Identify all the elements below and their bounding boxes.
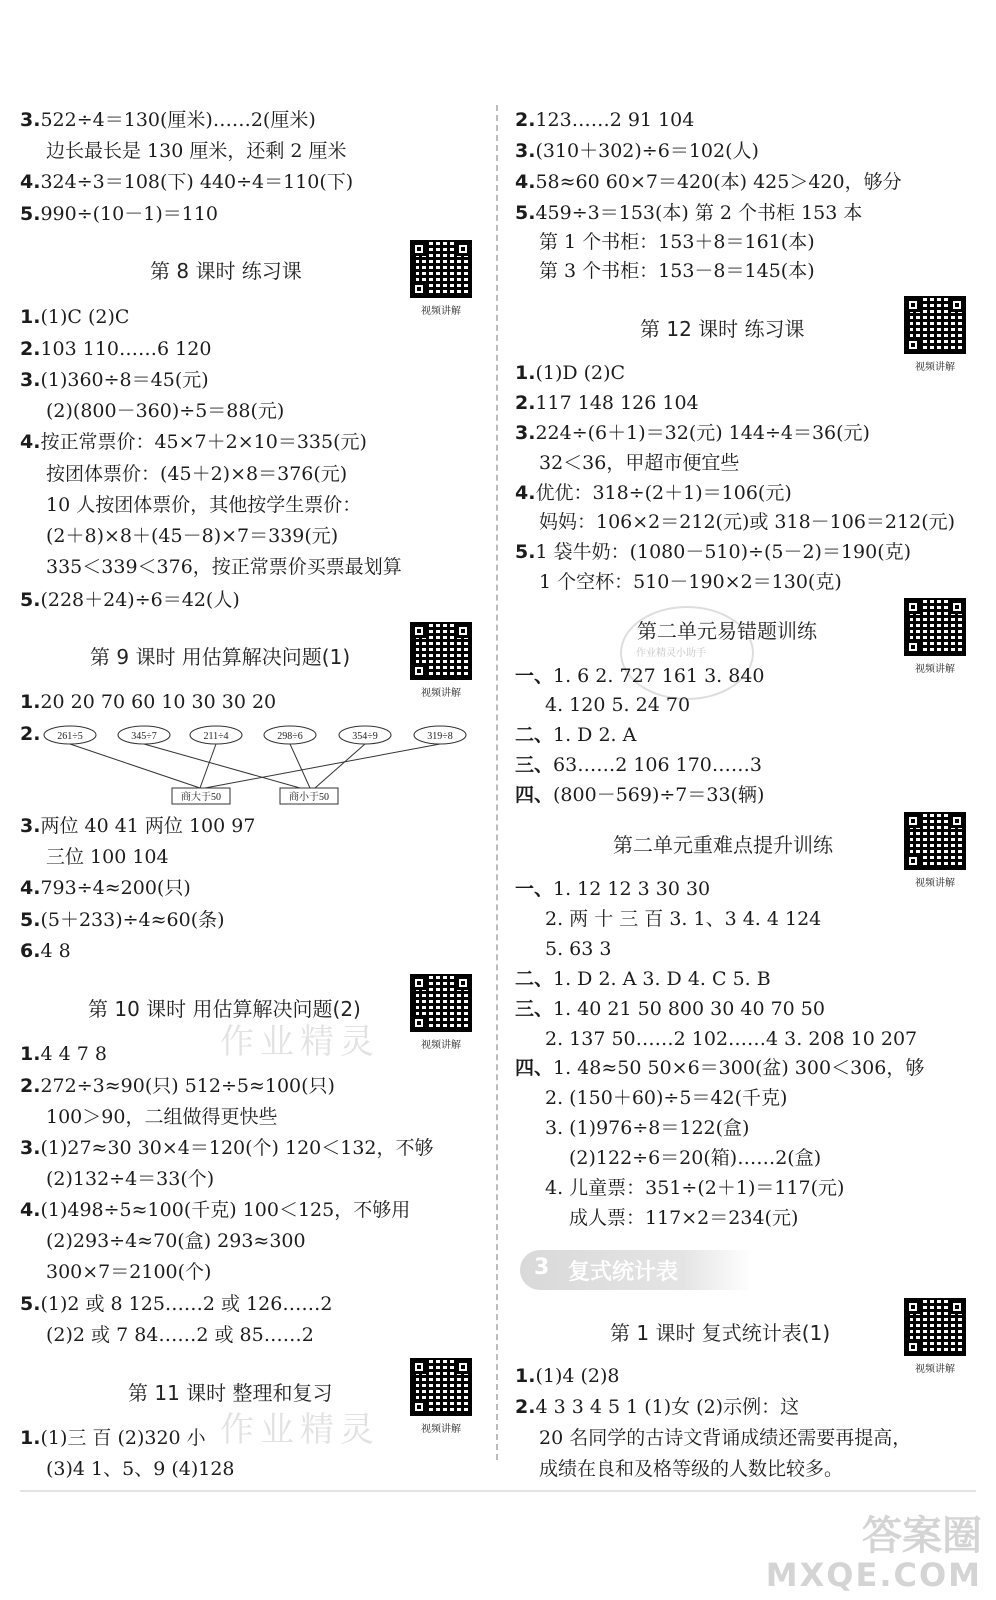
qr-code-icon [904, 598, 966, 656]
answer-line: 成绩在良和及格等级的人数比较多。 [539, 1458, 844, 1480]
answer-line: 一、1. 6 2. 727 161 3. 840 [515, 665, 765, 687]
answer-line: 1 个空杯：510－190×2＝130(克) [539, 571, 842, 593]
answer-line: 1.4 4 7 8 [20, 1043, 107, 1065]
box-label: 商小于50 [289, 792, 329, 803]
answer-line: 一、1. 12 12 3 30 30 [515, 878, 711, 900]
answer-line: 5.(1)2 或 8 125……2 或 126……2 [20, 1293, 333, 1315]
answer-line: (3)4 1、5、9 (4)128 [46, 1458, 235, 1480]
video-qr-code[interactable]: 视频讲解 [406, 240, 476, 320]
answer-line: 成人票：117×2＝234(元) [569, 1207, 799, 1229]
answer-line: (2)132÷4＝33(个) [46, 1168, 215, 1190]
answer-line: 4.(1)498÷5≈100(千克) 100＜125，不够用 [20, 1199, 411, 1221]
answer-line: 335＜339＜376，按正常票价买票最划算 [46, 556, 402, 578]
qr-code-icon [410, 622, 472, 680]
error-training-heading: 第二单元易错题训练 [637, 619, 817, 643]
answer-line: 妈妈：106×2＝212(元)或 318－106＝212(元) [539, 511, 956, 533]
qr-code-icon [904, 296, 966, 354]
qr-code-icon [410, 1358, 472, 1416]
answer-line: 第 1 个书柜：153＋8＝161(本) [539, 231, 815, 253]
answer-line: 三位 100 104 [46, 846, 169, 868]
answer-line: 2.117 148 126 104 [515, 392, 699, 414]
video-qr-code[interactable]: 视频讲解 [406, 1358, 476, 1438]
answer-line: 3.(310＋302)÷6＝102(人) [515, 140, 759, 162]
answer-line: 4.优优：318÷(2＋1)＝106(元) [515, 482, 792, 504]
answer-line: (2)2 或 7 84……2 或 85……2 [46, 1324, 314, 1346]
lesson-1-heading: 第 1 课时 复式统计表(1) [610, 1321, 831, 1345]
answer-line: 1.(1)D (2)C [515, 362, 626, 384]
watermark-text: 作业精灵 [220, 1022, 380, 1062]
answer-line: 2. [20, 723, 41, 745]
answer-line: 3.(1)360÷8＝45(元) [20, 369, 209, 391]
answer-line: 4. 120 5. 24 70 [545, 694, 691, 716]
answer-line: 20 名同学的古诗文背诵成绩还需要再提高， [539, 1427, 912, 1449]
key-points-heading: 第二单元重难点提升训练 [613, 833, 833, 857]
answer-line: 10 人按团体票价，其他按学生票价： [46, 494, 362, 516]
lesson-12-heading: 第 12 课时 练习课 [640, 317, 805, 341]
answer-line: 6.4 8 [20, 940, 71, 962]
answer-line: 5.(228＋24)÷6＝42(人) [20, 589, 240, 611]
answer-line: 1.(1)C (2)C [20, 306, 130, 328]
answer-line: 5.990÷(10－1)＝110 [20, 203, 218, 225]
answer-line: 边长最长是 130 厘米，还剩 2 厘米 [46, 140, 347, 162]
answer-line: 1.(1)4 (2)8 [515, 1365, 620, 1387]
answer-line: (2)(800－360)÷5＝88(元) [46, 400, 285, 422]
matching-lines [70, 744, 440, 788]
oval-label: 345÷7 [131, 731, 157, 742]
answer-line: 第 3 个书柜：153－8＝145(本) [539, 260, 815, 282]
watermark-url: MXQE.COM [765, 1556, 982, 1594]
answer-line: 4.793÷4≈200(只) [20, 877, 191, 899]
answer-line: 32＜36，甲超市便宜些 [539, 452, 740, 474]
answer-line: 2.103 110……6 120 [20, 338, 212, 360]
answer-line: 2. 137 50……2 102……4 3. 208 10 207 [545, 1028, 918, 1050]
answer-line: 1.20 20 70 60 10 30 30 20 [20, 691, 277, 713]
answer-line: 4.324÷3＝108(下) 440÷4＝110(下) [20, 171, 354, 193]
oval-label: 319÷8 [427, 731, 453, 742]
answer-line: 二、1. D 2. A [515, 724, 637, 746]
oval-label: 261÷5 [57, 731, 83, 742]
video-qr-code[interactable]: 视频讲解 [900, 812, 970, 892]
answer-line: 四、(800－569)÷7＝33(辆) [515, 784, 765, 806]
video-qr-code[interactable]: 视频讲解 [406, 622, 476, 702]
answer-line: 2.123……2 91 104 [515, 109, 695, 131]
answer-line: 三、1. 40 21 50 800 30 40 70 50 [515, 998, 825, 1020]
watermark-text: 作业精灵 [220, 1410, 380, 1450]
answer-line: 1.(1)三 百 (2)320 小 [20, 1427, 206, 1449]
answer-line: 2.272÷3≈90(只) 512÷5≈100(只) [20, 1075, 335, 1097]
answer-line: 四、1. 48≈50 50×6＝300(盆) 300＜306，够 [515, 1057, 925, 1079]
answer-line: 5.1 袋牛奶：(1080－510)÷(5－2)＝190(克) [515, 541, 912, 563]
answer-line: 5.(5＋233)÷4≈60(条) [20, 909, 225, 931]
answer-line: 300×7＝2100(个) [46, 1261, 212, 1283]
oval-label: 211÷4 [203, 731, 229, 742]
lesson-11-heading: 第 11 课时 整理和复习 [128, 1381, 333, 1405]
answer-line: 2. (150＋60)÷5＝42(千克) [545, 1087, 788, 1109]
matching-diagram [40, 720, 480, 810]
video-qr-code[interactable]: 视频讲解 [406, 974, 476, 1054]
video-qr-code[interactable]: 视频讲解 [900, 598, 970, 678]
unit-3-banner [520, 1250, 752, 1290]
answer-line: 2. 两 十 三 百 3. 1、3 4. 4 124 [545, 908, 822, 930]
answer-line: 3.(1)27≈30 30×4＝120(个) 120＜132，不够 [20, 1137, 434, 1159]
answer-line: (2)122÷6＝20(箱)……2(盒) [569, 1147, 822, 1169]
answer-line: 3.224÷(6＋1)＝32(元) 144÷4＝36(元) [515, 422, 870, 444]
page-footer-rule [20, 1490, 976, 1492]
box-label: 商大于50 [181, 792, 221, 803]
column-divider [496, 105, 498, 1460]
answer-line: 5.459÷3＝153(本) 第 2 个书柜 153 本 [515, 202, 863, 224]
lesson-8-heading: 第 8 课时 练习课 [150, 259, 302, 283]
unit-number: 3 [534, 1255, 550, 1280]
watermark-logo-text: 答案圈 [862, 1513, 982, 1559]
qr-code-icon [904, 1298, 966, 1356]
answer-line: 三、63……2 106 170……3 [515, 754, 762, 776]
answer-line: 5. 63 3 [545, 938, 612, 960]
answer-line: 100＞90，二组做得更快些 [46, 1106, 278, 1128]
answer-line: 4.58≈60 60×7＝420(本) 425＞420，够分 [515, 171, 902, 193]
answer-line: 3.两位 40 41 两位 100 97 [20, 815, 256, 837]
qr-code-icon [410, 974, 472, 1032]
answer-line: 3. (1)976÷8＝122(盒) [545, 1117, 750, 1139]
answer-line: (2)293÷4≈70(盒) 293≈300 [46, 1230, 306, 1252]
video-qr-code[interactable]: 视频讲解 [900, 296, 970, 376]
oval-label: 298÷6 [277, 731, 303, 742]
unit-title: 复式统计表 [568, 1260, 679, 1285]
stamp-text: 作业精灵小助手 [636, 648, 706, 659]
qr-code-icon [904, 812, 966, 870]
answer-line: 4.按正常票价：45×7＋2×10＝335(元) [20, 431, 367, 453]
answer-line: 2.4 3 3 4 5 1 (1)女 (2)示例：这 [515, 1396, 800, 1418]
video-qr-code[interactable]: 视频讲解 [900, 1298, 970, 1378]
answer-line: 二、1. D 2. A 3. D 4. C 5. B [515, 968, 771, 990]
answer-line: 3.522÷4＝130(厘米)……2(厘米) [20, 109, 316, 131]
oval-label: 354÷9 [352, 731, 378, 742]
answer-line: 按团体票价：(45＋2)×8＝376(元) [46, 463, 348, 485]
lesson-10-heading: 第 10 课时 用估算解决问题(2) [88, 997, 361, 1021]
answer-line: 4. 儿童票：351÷(2＋1)＝117(元) [545, 1177, 845, 1199]
lesson-9-heading: 第 9 课时 用估算解决问题(1) [90, 645, 351, 669]
site-watermark [766, 1514, 982, 1592]
qr-code-icon [410, 240, 472, 298]
answer-line: (2＋8)×8＋(45－8)×7＝339(元) [46, 525, 339, 547]
